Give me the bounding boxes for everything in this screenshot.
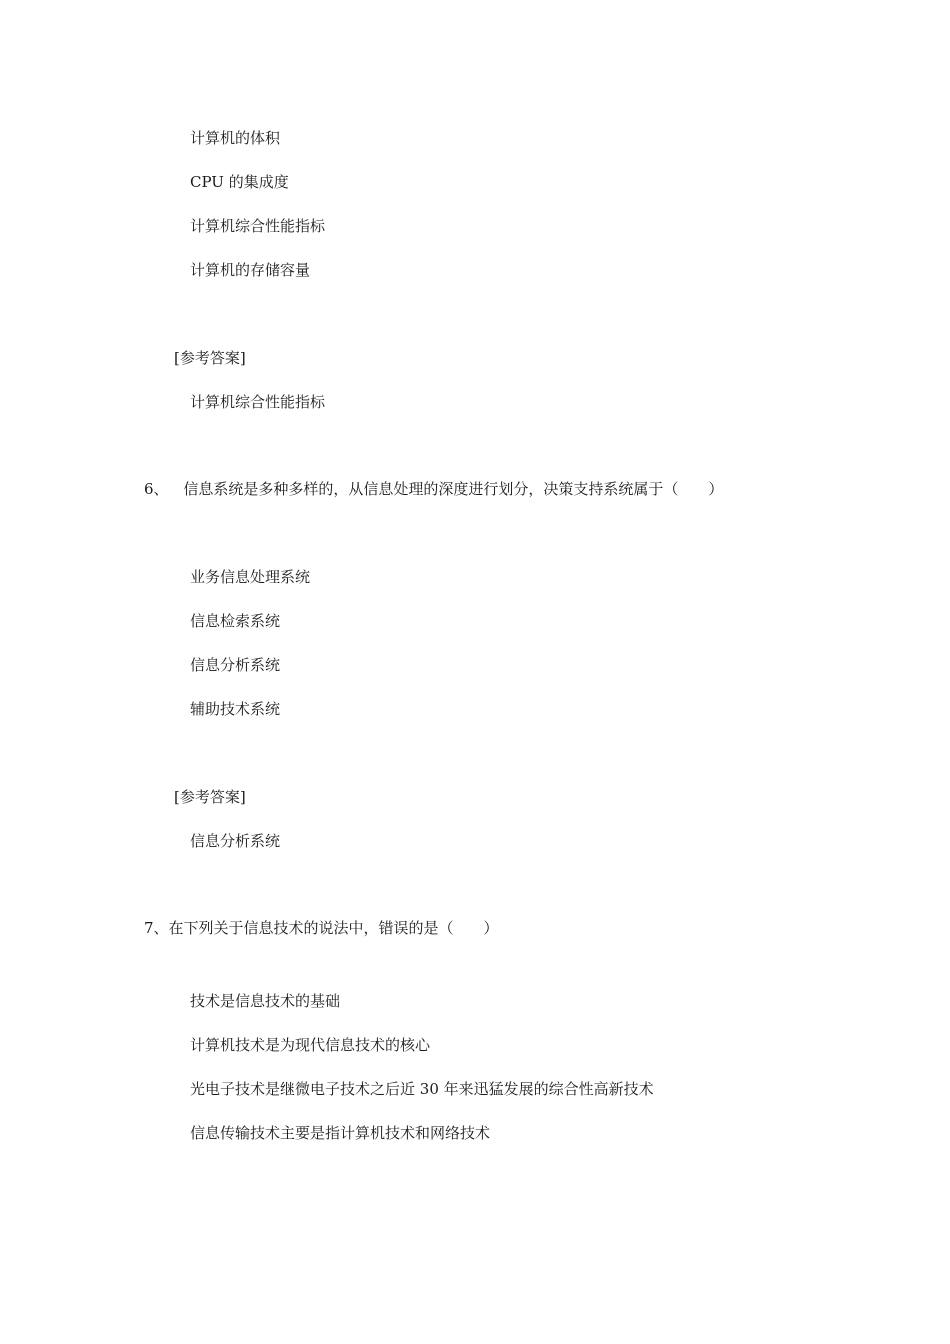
question-number: 6、 — [144, 480, 169, 498]
option-text: 计算机的体积 — [190, 129, 281, 147]
option-text: 计算机综合性能指标 — [190, 217, 326, 235]
option-text: CPU 的集成度 — [190, 173, 289, 191]
answer-label: [参考答案] — [174, 349, 246, 367]
question-number: 7、 — [144, 919, 169, 937]
option-text: 业务信息处理系统 — [190, 568, 311, 586]
option-text: 信息传输技术主要是指计算机技术和网络技术 — [190, 1124, 491, 1142]
question-text: 在下列关于信息技术的说法中，错误的是（ ） — [168, 919, 499, 937]
question-7 — [144, 918, 499, 938]
option-text: 计算机技术是为现代信息技术的核心 — [190, 1036, 431, 1054]
answer-text: 信息分析系统 — [190, 832, 281, 850]
answer-text: 计算机综合性能指标 — [190, 393, 326, 411]
question-text: 信息系统是多种多样的，从信息处理的深度进行划分，决策支持系统属于（ ） — [183, 480, 724, 498]
option-text: 信息分析系统 — [190, 656, 281, 674]
option-text: 辅助技术系统 — [190, 700, 281, 718]
option-text: 光电子技术是继微电子技术之后近 30 年来迅猛发展的综合性高新技术 — [190, 1080, 654, 1098]
question-6 — [144, 479, 723, 499]
option-text: 计算机的存储容量 — [190, 261, 311, 279]
option-text: 信息检索系统 — [190, 612, 281, 630]
option-text: 技术是信息技术的基础 — [190, 992, 341, 1010]
answer-label: [参考答案] — [174, 788, 246, 806]
